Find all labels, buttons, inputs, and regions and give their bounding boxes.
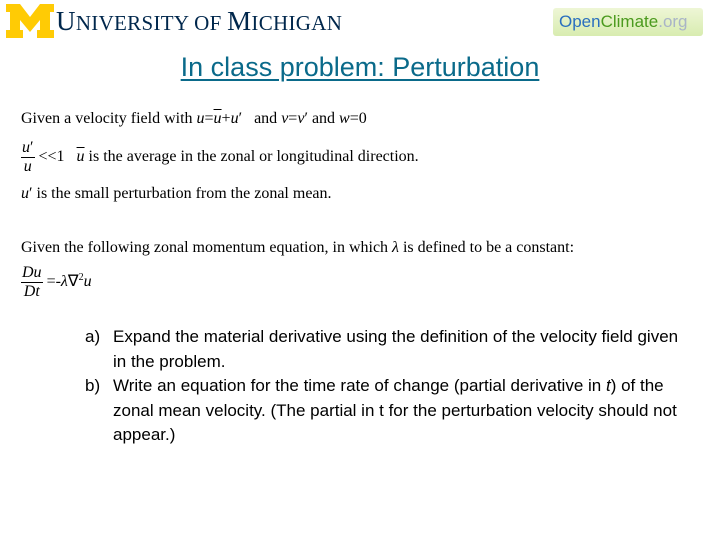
slide-title: In class problem: Perturbation [180,52,540,82]
block-m-icon [6,4,54,38]
question-item-b: b) Write an equation for the time rate of change (partial derivative in t) of the zonal mean velocity. (The partial in t for the perturbation velocity should not appear.) [85,376,677,444]
openclimate-logo: OpenClimate.org [553,8,703,36]
math-line-perturbation: u′ is the small perturbation from the zonal mean. [21,185,332,202]
question-item-a: a) Expand the material derivative using the definition of the velocity field given in the problem. [85,327,679,371]
math-line-velocity-field: Given a velocity field with $u=\overline{u}+u'$ and v=v′ and w=0 [21,110,367,127]
university-of-michigan-logo [6,4,342,38]
university-of-michigan-wordmark: UNIVERSITY OF MICHIGAN [56,5,343,36]
math-line-zonal-average: $\frac{u'}{u}$ <<1 $\overline{u}$ is the average in the zonal or longitudinal direction. [22,139,419,175]
momentum-equation: $\frac{Du}{Dt}$ =-λ∇$^2$u [22,264,92,300]
math-line-momentum-intro: Given the following zonal momentum equation, in which λ is defined to be a constant: [21,239,575,256]
question-list [85,325,695,448]
